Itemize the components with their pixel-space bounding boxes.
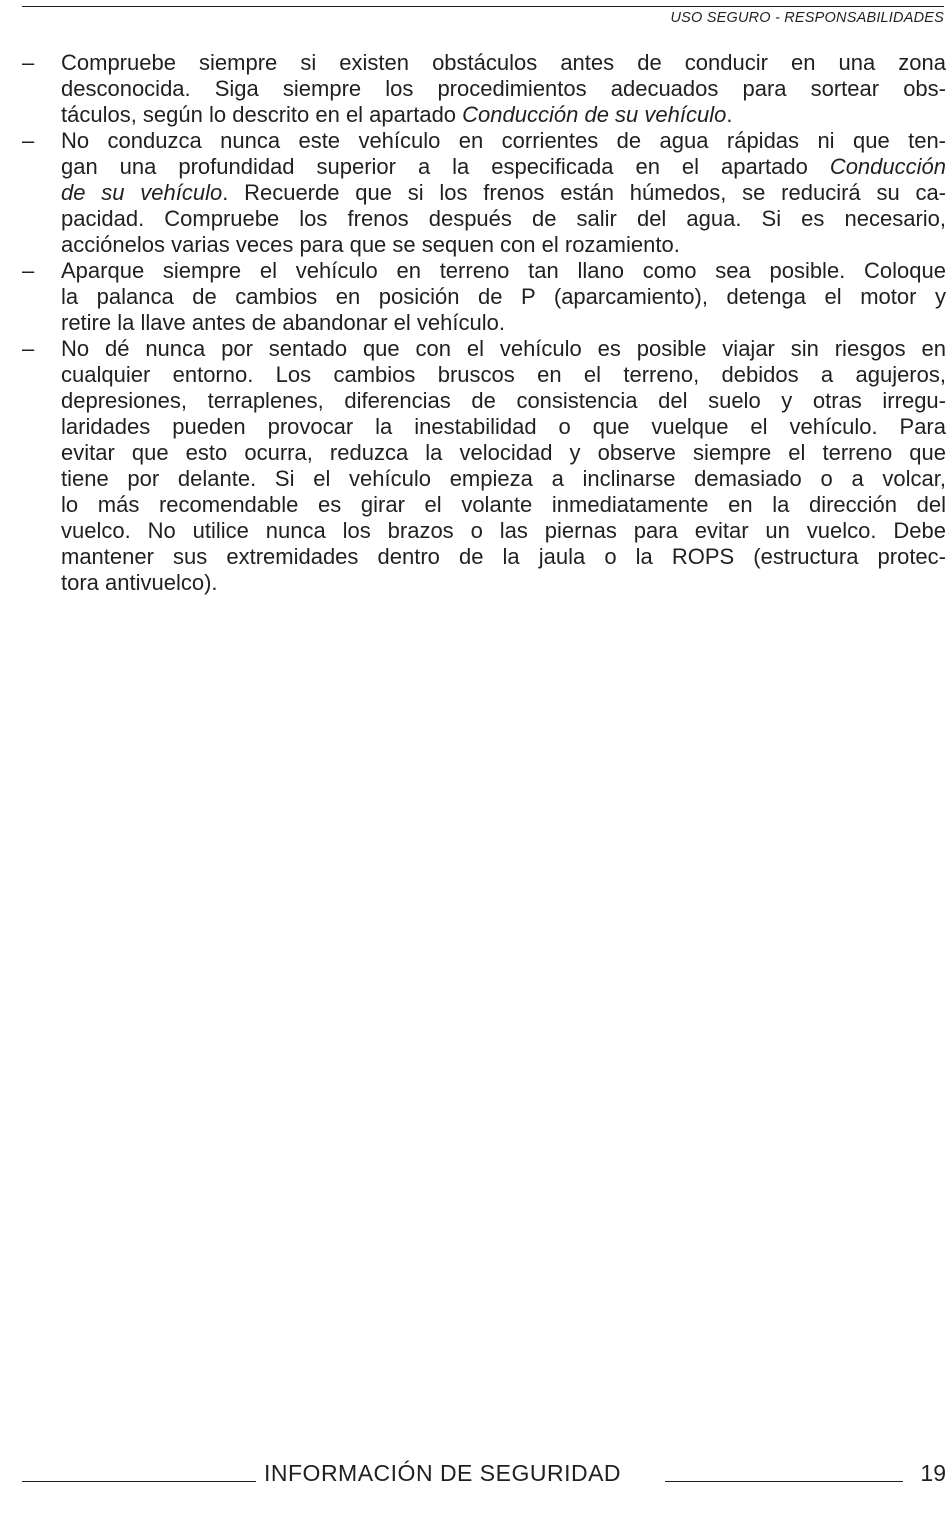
text-line	[61, 414, 946, 440]
page-number: 19	[920, 1460, 946, 1486]
text-run: depresiones, terraplenes, diferencias de consistencia del suelo y otras irregu-	[61, 388, 946, 413]
text-run: cualquier entorno. Los cambios bruscos en el terreno, debidos a agujeros,	[61, 362, 946, 387]
text-line	[61, 232, 946, 258]
text-run: No conduzca nunca este vehículo en corrientes de agua rápidas ni que ten-	[61, 128, 946, 153]
text-run: lo más recomendable es girar el volante inmediatamente en la dirección del	[61, 492, 946, 517]
page-footer	[22, 1458, 946, 1490]
text-run: la palanca de cambios en posición de P (aparcamiento), detenga el motor y	[61, 284, 946, 309]
running-header: USO SEGURO - RESPONSABILIDADES	[670, 10, 944, 26]
text-run: acciónelos varias veces para que se sequen con el rozamiento.	[61, 232, 680, 257]
text-line	[61, 492, 946, 518]
text-line	[61, 466, 946, 492]
text-run: . Recuerde que si los frenos están húmedos, se reducirá su ca-	[222, 180, 947, 205]
text-line	[61, 76, 946, 102]
text-run: No dé nunca por sentado que con el vehículo es posible viajar sin riesgos en	[61, 336, 946, 361]
footer-rule-left	[22, 1481, 256, 1482]
text-line	[61, 336, 946, 362]
italic-reference: Conducción de su vehículo	[462, 102, 727, 127]
italic-reference: Conducción	[829, 154, 946, 179]
text-run: mantener sus extremidades dentro de la jaula o la ROPS (estructura protec-	[61, 544, 946, 569]
text-line	[61, 518, 946, 544]
text-line	[61, 544, 946, 570]
footer-section-title: INFORMACIÓN DE SEGURIDAD	[264, 1460, 622, 1486]
text-line	[61, 570, 946, 596]
text-line	[61, 440, 946, 466]
text-line	[61, 388, 946, 414]
footer-rule-right	[665, 1481, 903, 1482]
text-run: evitar que esto ocurra, reduzca la velocidad y observe siempre el terreno que	[61, 440, 946, 465]
text-run: desconocida. Siga siempre los procedimientos adecuados para sortear obs-	[61, 76, 946, 101]
italic-reference: de su vehículo	[61, 180, 223, 205]
text-run: retire la llave antes de abandonar el vehículo.	[61, 310, 505, 335]
bullet-dash: –	[22, 258, 35, 283]
bullet-dash: –	[22, 50, 35, 75]
text-run: .	[726, 102, 733, 127]
text-line	[61, 154, 946, 180]
text-run: pacidad. Compruebe los frenos después de salir del agua. Si es necesario,	[61, 206, 946, 231]
text-run: tora antivuelco).	[61, 570, 218, 595]
text-line	[61, 206, 946, 232]
bullet-dash: –	[22, 128, 35, 153]
text-run: laridades pueden provocar la inestabilidad o que vuelque el vehículo. Para	[61, 414, 946, 439]
bullet-list	[22, 50, 946, 596]
header-rule	[22, 6, 944, 7]
bullet-item	[22, 50, 946, 128]
text-run: gan una profundidad superior a la especificada en el apartado	[61, 154, 830, 179]
bullet-item	[22, 258, 946, 336]
text-run: vuelco. No utilice nunca los brazos o las piernas para evitar un vuelco. Debe	[61, 518, 946, 543]
text-line	[61, 50, 946, 76]
text-line	[61, 258, 946, 284]
text-line	[61, 128, 946, 154]
bullet-item	[22, 336, 946, 596]
text-line	[61, 180, 946, 206]
bullet-item	[22, 128, 946, 258]
text-line	[61, 310, 946, 336]
text-run: tiene por delante. Si el vehículo empieza a inclinarse demasiado o a volcar,	[61, 466, 946, 491]
text-line	[61, 284, 946, 310]
text-run: táculos, según lo descrito en el apartado	[61, 102, 463, 127]
text-run: Aparque siempre el vehículo en terreno tan llano como sea posible. Coloque	[61, 258, 946, 283]
text-line	[61, 102, 946, 128]
bullet-dash: –	[22, 336, 35, 361]
text-line	[61, 362, 946, 388]
text-run: Compruebe siempre si existen obstáculos antes de conducir en una zona	[61, 50, 946, 75]
